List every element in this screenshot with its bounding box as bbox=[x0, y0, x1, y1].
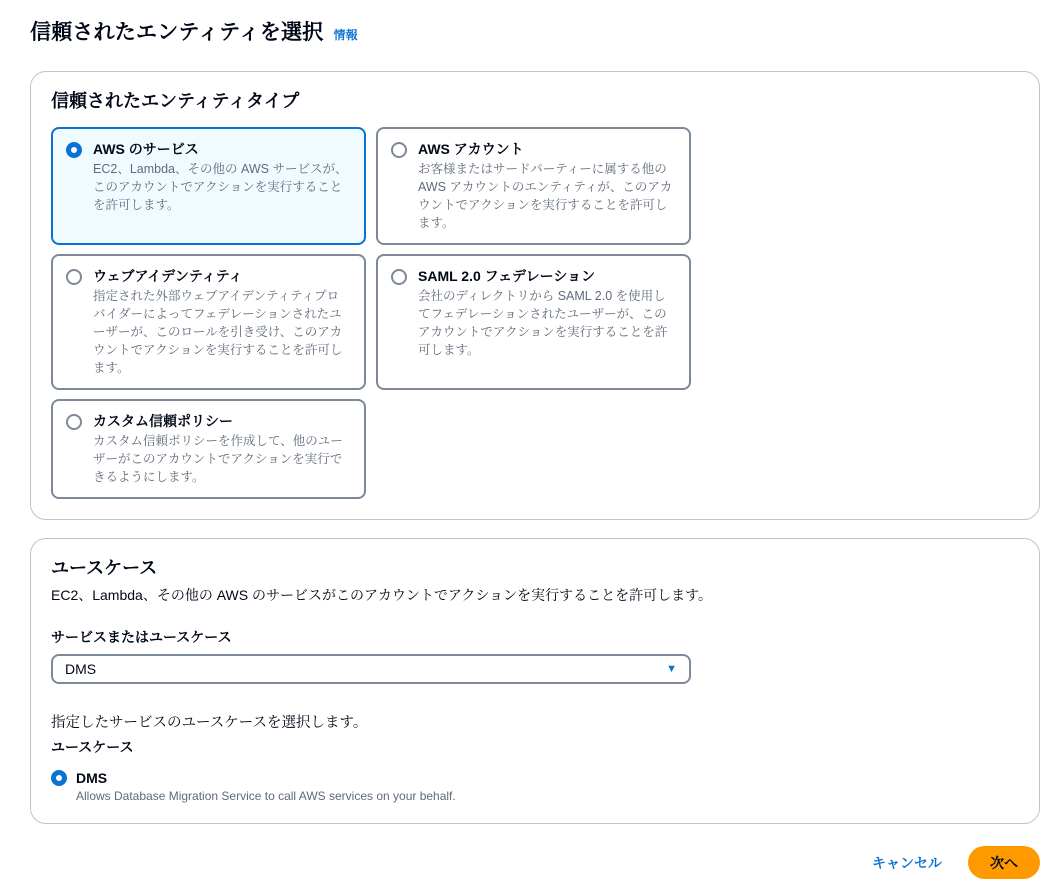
use-case-option-dms bbox=[51, 770, 1019, 803]
entity-card-description: 指定された外部ウェブアイデンティティプロバイダーによってフェデレーションされたユーザーが、このロールを引き受け、このアカウントでアクションを実行することを許可します。 bbox=[93, 289, 343, 375]
service-select-dropdown[interactable] bbox=[51, 654, 691, 684]
cancel-button[interactable]: キャンセル bbox=[872, 854, 942, 871]
radio-checked-icon[interactable] bbox=[66, 142, 82, 158]
service-select-value: DMS bbox=[65, 661, 97, 677]
service-select-label: サービスまたはユースケース bbox=[51, 629, 232, 645]
info-link[interactable]: 情報 bbox=[333, 28, 358, 42]
use-case-option-radio-row[interactable] bbox=[51, 770, 1019, 786]
use-case-panel bbox=[30, 538, 1040, 824]
use-case-option-description: Allows Database Migration Service to call AWS services on your behalf. bbox=[76, 789, 456, 803]
use-case-option-label: DMS bbox=[76, 770, 108, 786]
use-case-description: EC2、Lambda、その他の AWS のサービスがこのアカウントでアクションを実行することを許可します。 bbox=[51, 587, 713, 603]
entity-card-aws-service[interactable] bbox=[51, 127, 366, 245]
radio-unchecked-icon[interactable] bbox=[66, 269, 82, 285]
trusted-entity-type-panel bbox=[30, 71, 1040, 520]
entity-card-description: カスタム信頼ポリシーを作成して、他のユーザーがこのアカウントでアクションを実行できるようにします。 bbox=[93, 434, 343, 484]
entity-card-title: AWS アカウント bbox=[418, 141, 524, 157]
entity-card-aws-account[interactable] bbox=[376, 127, 691, 245]
page-header bbox=[30, 16, 1040, 46]
entity-card-saml-federation[interactable] bbox=[376, 254, 691, 390]
entity-card-custom-trust-policy[interactable] bbox=[51, 399, 366, 499]
use-case-hint: 指定したサービスのユースケースを選択します。 bbox=[51, 715, 368, 731]
entity-card-description: 会社のディレクトリから SAML 2.0 を使用してフェデレーションされたユーザーが、このアカウントでアクションを実行することを許可します。 bbox=[418, 289, 668, 357]
trusted-entity-type-title: 信頼されたエンティティタイプ bbox=[51, 91, 300, 111]
use-case-field-label: ユースケース bbox=[51, 739, 134, 755]
wizard-footer bbox=[30, 846, 1040, 887]
entity-type-cards bbox=[51, 127, 1019, 499]
page-title: 信頼されたエンティティを選択 bbox=[30, 21, 324, 44]
entity-card-web-identity[interactable] bbox=[51, 254, 366, 390]
radio-unchecked-icon[interactable] bbox=[391, 142, 407, 158]
entity-card-title: ウェブアイデンティティ bbox=[93, 268, 243, 284]
radio-unchecked-icon[interactable] bbox=[66, 414, 82, 430]
entity-card-description: お客様またはサードパーティーに属する他の AWS アカウントのエンティティが、このアカウントでアクションを実行することを許可します。 bbox=[418, 162, 673, 230]
chevron-down-icon: ▼ bbox=[666, 662, 677, 675]
entity-card-description: EC2、Lambda、その他の AWS サービスが、このアカウントでアクションを実行することを許可します。 bbox=[93, 162, 348, 212]
radio-unchecked-icon[interactable] bbox=[391, 269, 407, 285]
entity-card-title: カスタム信頼ポリシー bbox=[93, 413, 233, 429]
next-button[interactable]: 次へ bbox=[968, 846, 1040, 879]
entity-card-title: SAML 2.0 フェデレーション bbox=[418, 268, 596, 284]
radio-checked-icon[interactable] bbox=[51, 770, 67, 786]
entity-card-title: AWS のサービス bbox=[93, 141, 199, 157]
use-case-title: ユースケース bbox=[51, 558, 158, 578]
